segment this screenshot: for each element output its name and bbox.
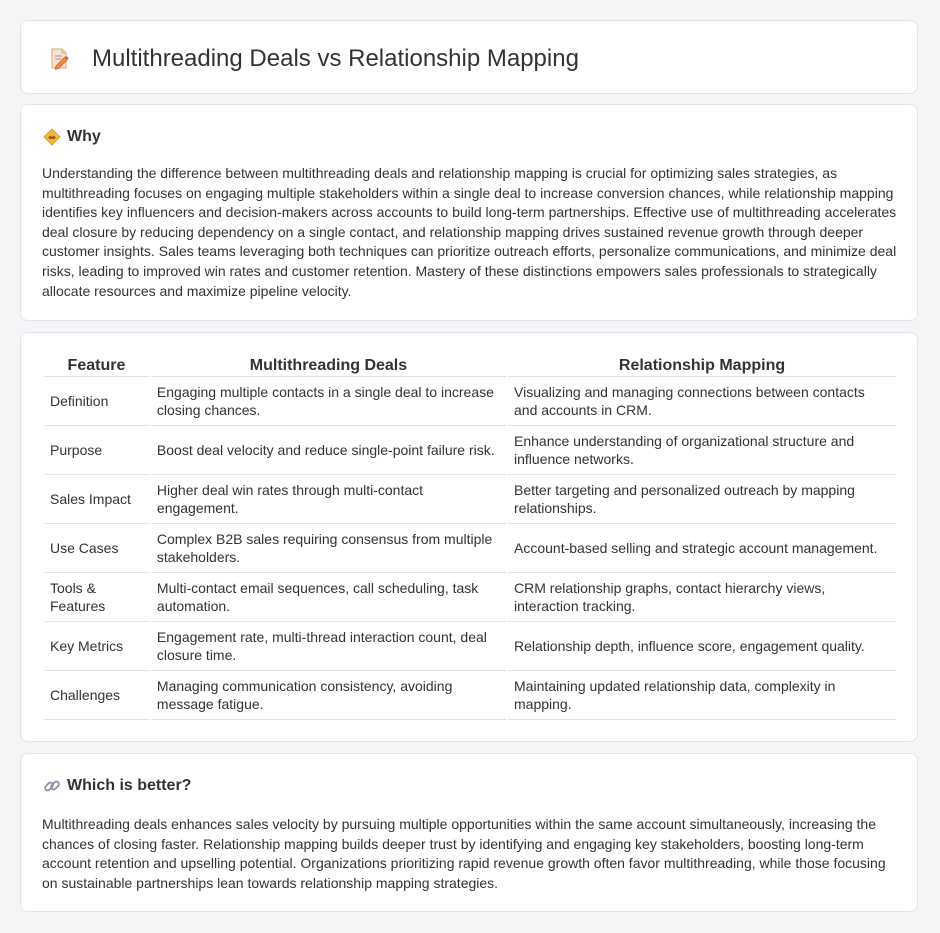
table-row [44, 475, 896, 524]
table-header-row [44, 356, 896, 377]
handshake-icon [43, 128, 61, 146]
why-heading: Why [67, 128, 101, 145]
table-row [44, 622, 896, 671]
relationship-mapping-cell: Relationship depth, influence score, engagement quality. [508, 622, 896, 671]
column-header-multithreading: Multithreading Deals [151, 356, 506, 377]
table-row [44, 426, 896, 475]
multithreading-cell: Engagement rate, multi-thread interaction count, deal closure time. [151, 622, 506, 671]
page-title: Multithreading Deals vs Relationship Mapping [92, 45, 579, 72]
feature-cell: Tools & Features [44, 573, 149, 622]
header-card [20, 20, 918, 94]
multithreading-cell: Higher deal win rates through multi-contact engagement. [151, 475, 506, 524]
why-paragraph: Understanding the difference between multithreading deals and relationship mapping is crucial for optimizing sales strategies, as multithreading focuses on engaging multiple stakeholders within a single deal to increase conversion chances, while relationship mapping identifies key influencers and decision-makers across accounts to build long-term partnerships. Effective use of multithreading accelerates deal closure by reducing dependency on a single contact, and relationship mapping drives sustained revenue growth through deeper customer insights. Sales teams leveraging both techniques can prioritize outreach efforts, personalize communications, and minimize deal risks, leading to improved win rates and customer retention. Mastery of these distinctions empowers sales professionals to strategically allocate resources and maximize pipeline velocity. [42, 165, 897, 299]
relationship-mapping-cell: Enhance understanding of organizational structure and influence networks. [508, 426, 896, 475]
which-is-better-heading: Which is better? [67, 777, 192, 794]
feature-cell: Sales Impact [44, 475, 149, 524]
table-row [44, 524, 896, 573]
multithreading-cell: Multi-contact email sequences, call scheduling, task automation. [151, 573, 506, 622]
table-row [44, 671, 896, 720]
feature-cell: Use Cases [44, 524, 149, 573]
feature-cell: Key Metrics [44, 622, 149, 671]
relationship-mapping-cell: Account-based selling and strategic account management. [508, 524, 896, 573]
multithreading-cell: Engaging multiple contacts in a single deal to increase closing chances. [151, 377, 506, 426]
relationship-mapping-cell: Visualizing and managing connections between contacts and accounts in CRM. [508, 377, 896, 426]
comparison-table [42, 356, 898, 720]
relationship-mapping-cell: CRM relationship graphs, contact hierarchy views, interaction tracking. [508, 573, 896, 622]
table-row [44, 573, 896, 622]
which-is-better-paragraph: Multithreading deals enhances sales velocity by pursuing multiple opportunities within the same account simultaneously, increasing the chances of closing faster. Relationship mapping builds deeper trust by identifying and engaging key stakeholders, boosting long-term account retention and upselling potential. Organizations prioritizing rapid revenue growth often favor multithreading, while those focusing on sustainable partnerships lean towards relationship mapping strategies. [42, 816, 886, 891]
feature-cell: Definition [44, 377, 149, 426]
column-header-feature: Feature [44, 356, 149, 377]
multithreading-cell: Managing communication consistency, avoiding message fatigue. [151, 671, 506, 720]
multithreading-cell: Complex B2B sales requiring consensus from multiple stakeholders. [151, 524, 506, 573]
which-is-better-section [20, 753, 918, 912]
document-edit-icon [49, 48, 69, 70]
multithreading-cell: Boost deal velocity and reduce single-point failure risk. [151, 426, 506, 475]
column-header-relationship-mapping: Relationship Mapping [508, 356, 896, 377]
why-section [20, 104, 918, 321]
relationship-mapping-cell: Maintaining updated relationship data, complexity in mapping. [508, 671, 896, 720]
feature-cell: Challenges [44, 671, 149, 720]
feature-cell: Purpose [44, 426, 149, 475]
comparison-table-card [20, 332, 918, 742]
table-row [44, 377, 896, 426]
link-icon [43, 777, 61, 795]
relationship-mapping-cell: Better targeting and personalized outreach by mapping relationships. [508, 475, 896, 524]
